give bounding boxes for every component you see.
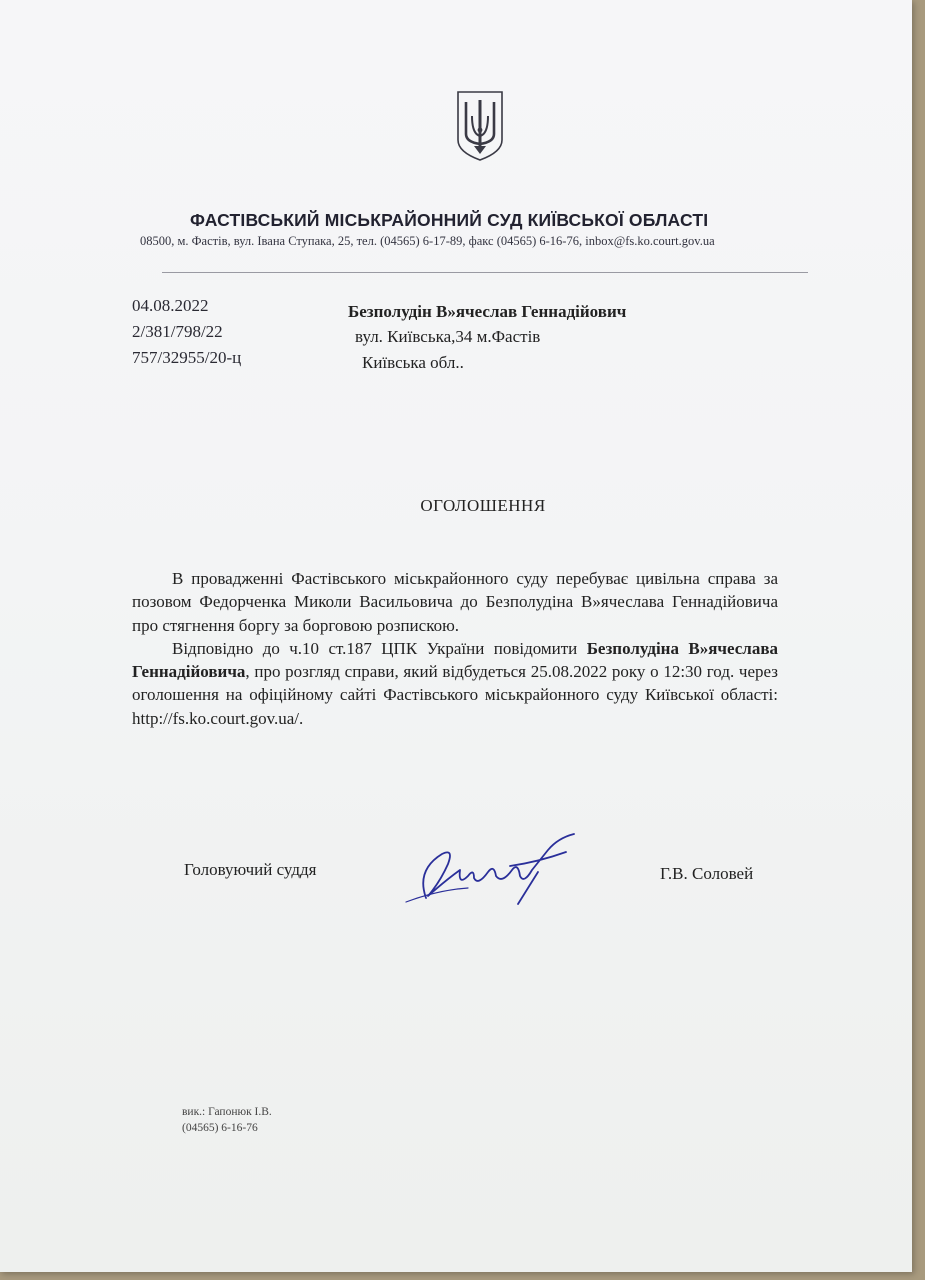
notice-body — [132, 567, 778, 730]
handwritten-signature-icon — [398, 830, 588, 910]
document-date: 04.08.2022 — [132, 296, 209, 315]
addressee-street: вул. Київська,34 м.Фастів — [355, 327, 541, 346]
addressee-region: Київська обл.. — [362, 353, 464, 372]
p2-end: , про розгляд справи, який відбудеться 25.08.2022 року о 12:30 год. через оголошення на офіційному сайті Фастівського міськрайонного суду Київської області: http://fs.ko.court.gov.ua/. — [132, 662, 778, 728]
trident-coat-of-arms-icon — [455, 90, 505, 162]
executor-phone: (04565) 6-16-76 — [182, 1122, 258, 1134]
addressee-name: Безполудін В»ячеслав Геннадійович — [348, 302, 627, 321]
court-address: 08500, м. Фастів, вул. Івана Ступака, 25, тел. (04565) 6-17-89, факс (04565) 6-16-76, inbox@fs.ko.court.gov.ua — [140, 234, 715, 248]
p2-defendant-name: Безполудіна В»ячеслава Геннадійовича — [132, 638, 778, 682]
case-number: 757/32955/20-ц — [132, 348, 242, 367]
court-name: ФАСТІВСЬКИЙ МІСЬКРАЙОННИЙ СУД КИЇВСЬКОЇ ОБЛАСТІ — [190, 210, 709, 230]
notice-title: ОГОЛОШЕННЯ — [420, 496, 546, 515]
executor-name: вик.: Гапонюк І.В. — [182, 1106, 272, 1118]
notice-paragraph-1: В провадженні Фастівського міськрайонного суду перебуває цивільна справа за позовом Федорченка Миколи Васильовича до Безполудіна В»ячеслава Геннадійовича про стягнення боргу за борговою розпискою. — [132, 569, 778, 635]
header-divider — [162, 272, 808, 273]
outgoing-number: 2/381/798/22 — [132, 322, 223, 341]
p2-start: Відповідно до ч.10 ст.187 ЦПК України повідомити — [172, 638, 587, 658]
notice-paragraph-2 — [132, 637, 778, 730]
presiding-judge-label: Головуючий суддя — [184, 860, 317, 879]
judge-name: Г.В. Соловей — [660, 864, 754, 883]
